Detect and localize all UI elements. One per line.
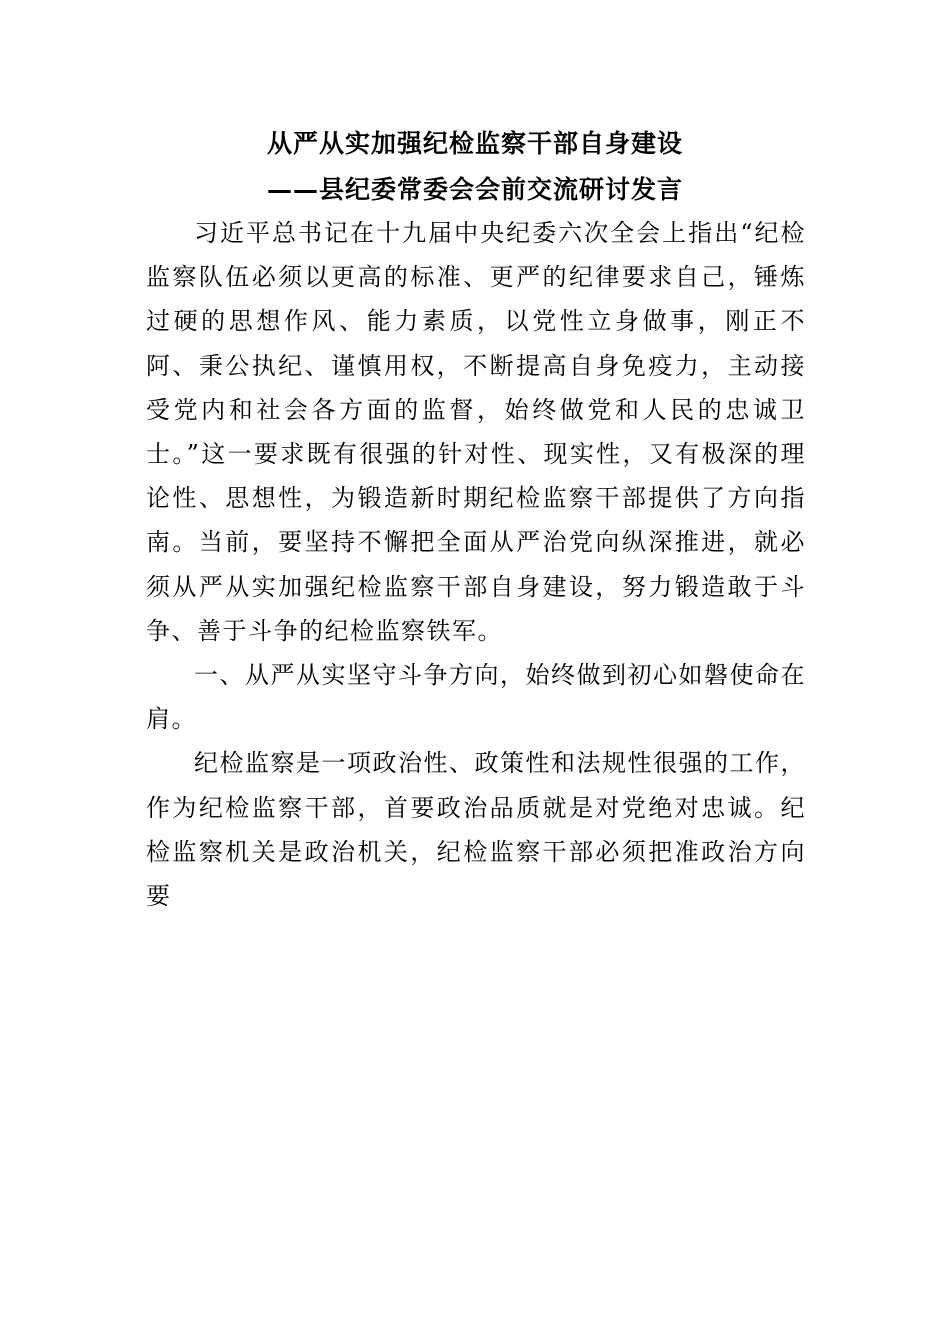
paragraph-intro: 习近平总书记在十九届中央纪委六次全会上指出“纪检监察队伍必须以更高的标准、更严的纪律要求自己，锤炼过硬的思想作风、能力素质，以党性立身做事，刚正不阿、秉公执纪、谨慎用权，不断提高自身免疫力，主动接受党内和社会各方面的监督，始终做党和人民的忠诚卫士。”这一要求既有很强的针对性、现实性，又有极深的理论性、思想性，为锻造新时期纪检监察干部提供了方向指南。当前，要坚持不懈把全面从严治党向纵深推进，就必须从严从实加强纪检监察干部自身建设，努力锻造敢于斗争、善于斗争的纪检监察铁军。 <box>146 219 806 645</box>
paragraph-section-heading: 一、从严从实坚守斗争方向，始终做到初心如磐使命在肩。 <box>146 661 806 734</box>
document-subtitle: ——县纪委常委会会前交流研讨发言 <box>266 175 683 204</box>
document-body <box>146 211 806 918</box>
paragraph-section-body: 纪检监察是一项政治性、政策性和法规性很强的工作，作为纪检监察干部，首要政治品质就是对党绝对忠诚。纪检监察机关是政治机关，纪检监察干部必须把准政治方向要 <box>146 749 806 911</box>
document-title: 从严从实加强纪检监察干部自身建设 <box>266 129 683 158</box>
